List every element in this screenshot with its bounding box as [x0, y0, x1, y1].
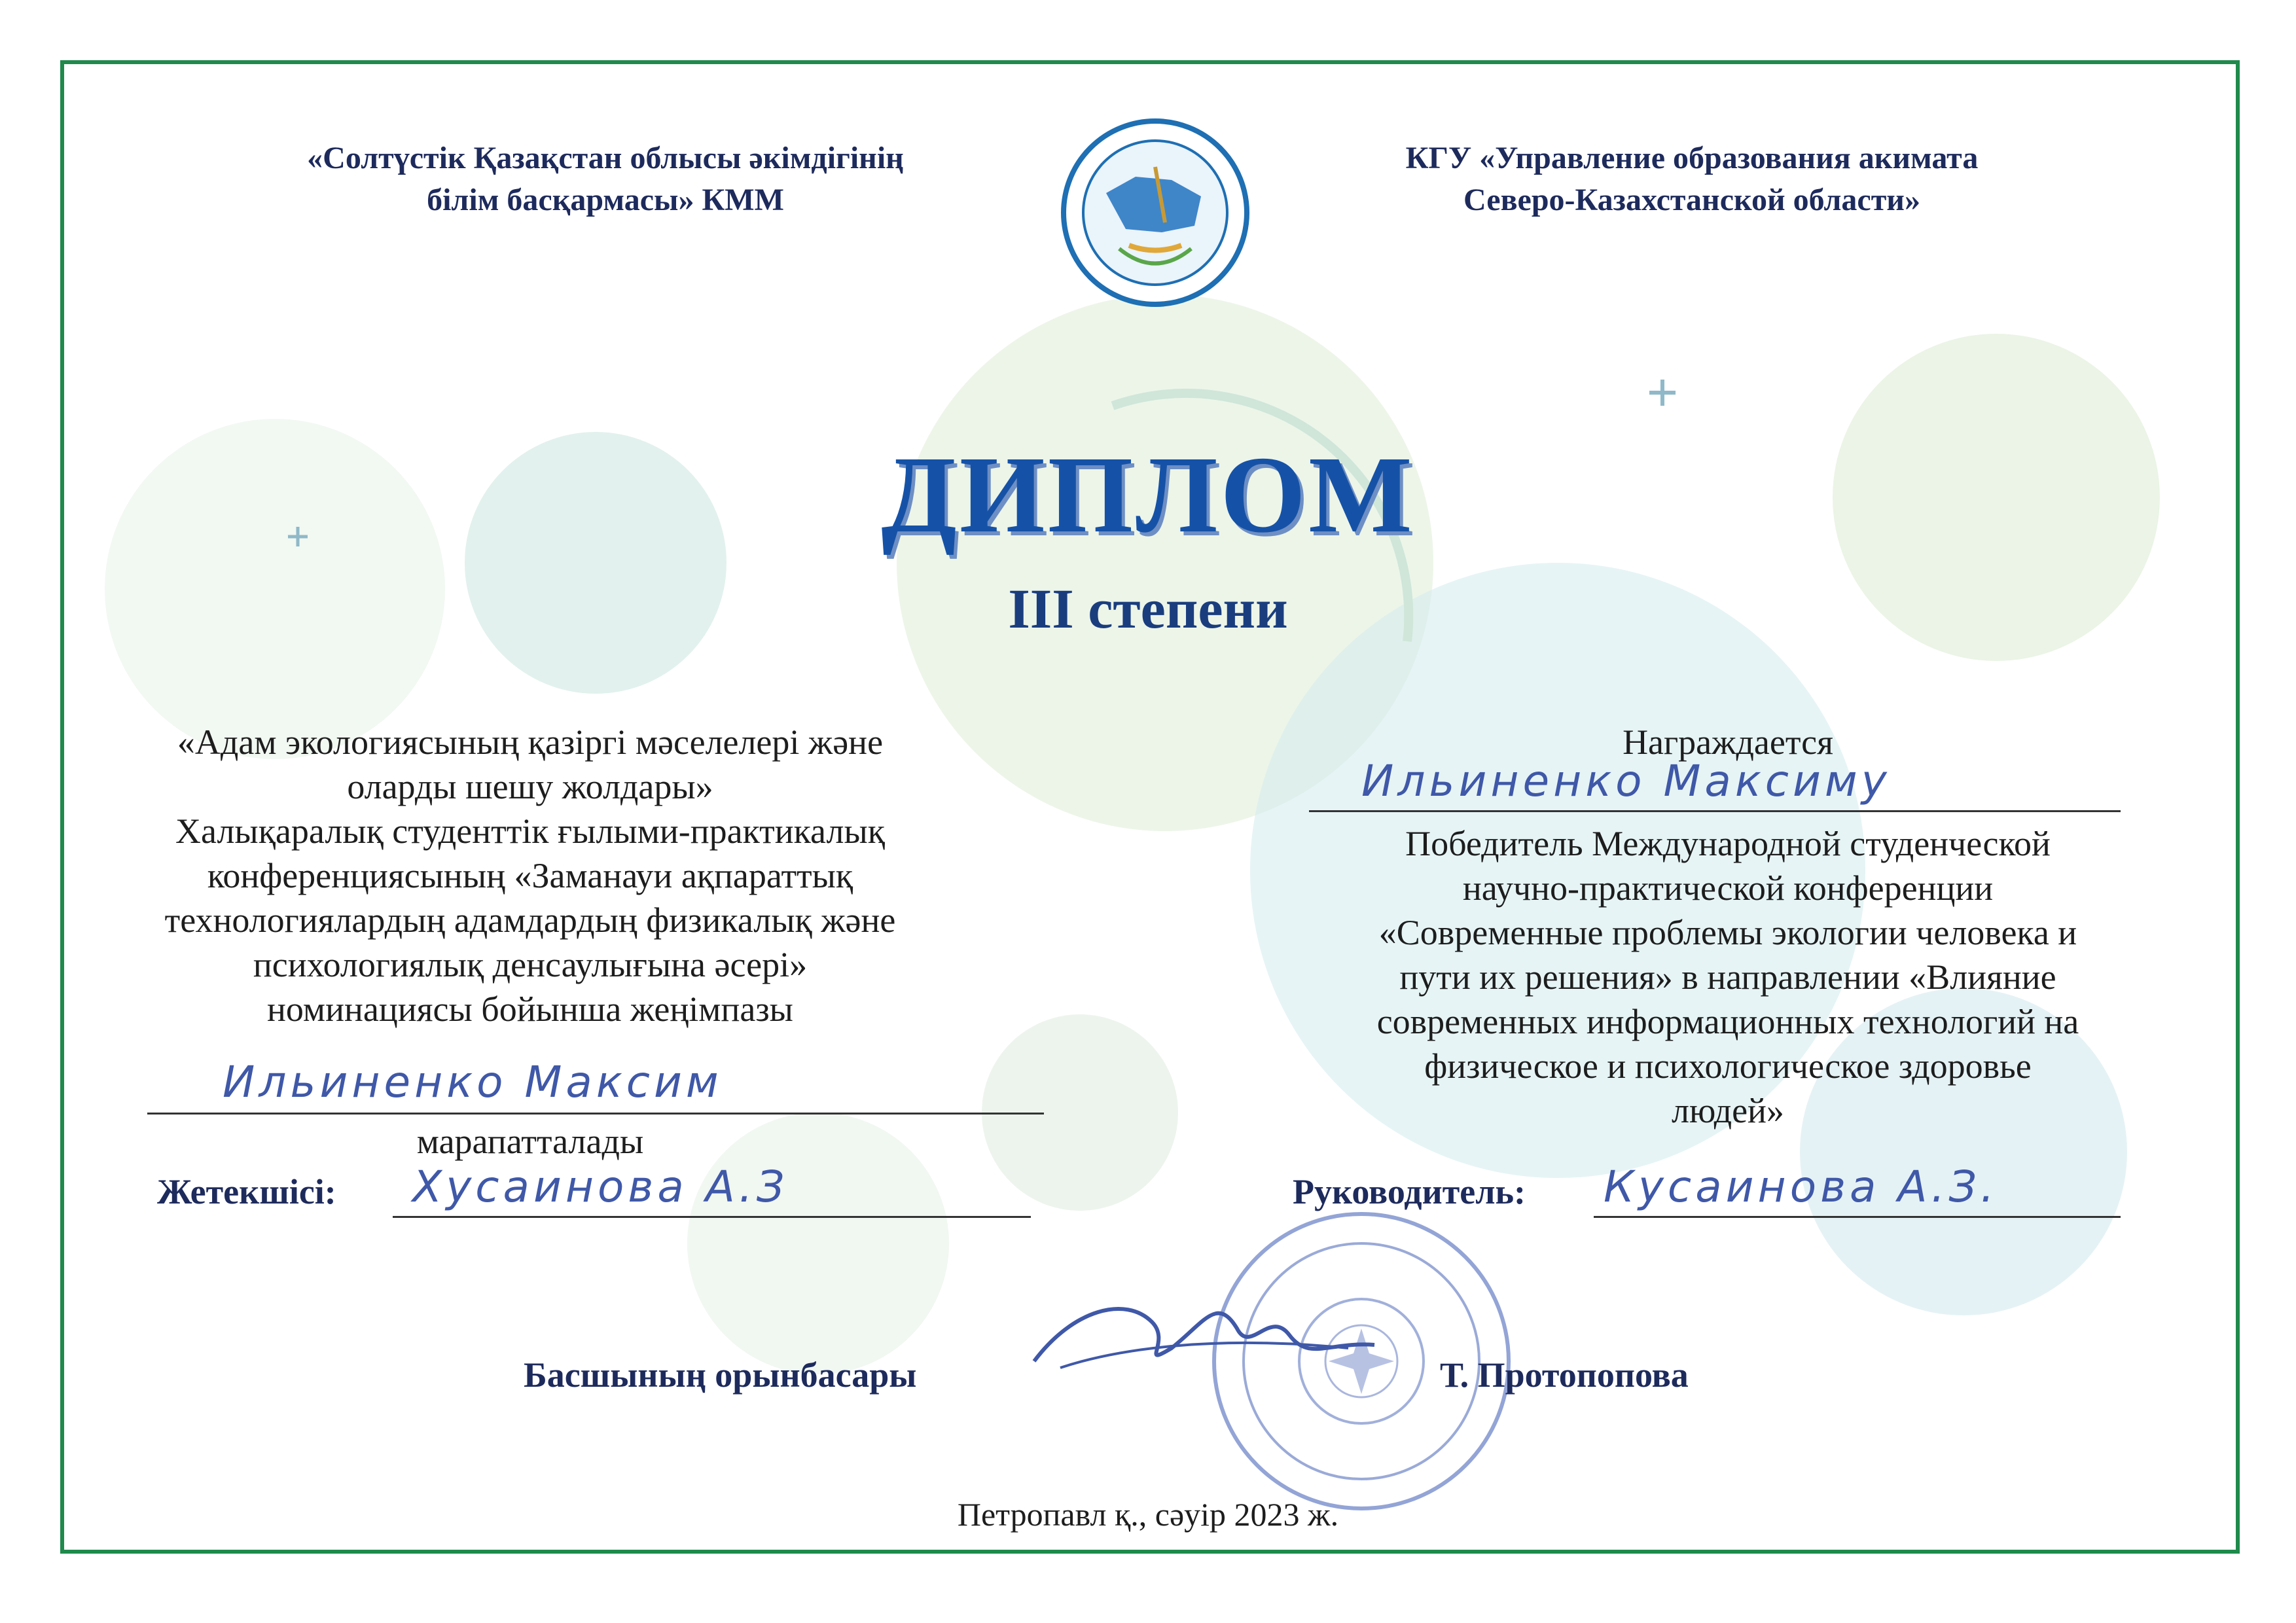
diploma-degree: III степени [1008, 577, 1288, 640]
left-line: номинациясы бойынша жеңімпазы [267, 990, 793, 1029]
place-date: Петропавл қ., сәуір 2023 ж. [957, 1496, 1339, 1533]
header-left-line1: «Солтүстік Қазақстан облысы әкімдігінің [307, 141, 904, 175]
left-awarded: марапатталады [416, 1122, 644, 1161]
left-line: оларды шешу жолдары» [347, 767, 713, 806]
header-right-line1: КГУ «Управление образования акимата [1405, 141, 1979, 175]
left-recipient-line [147, 1113, 1044, 1115]
left-column-text [131, 720, 929, 1031]
left-line: технологиялардың адамдардың физикалық және [164, 901, 896, 940]
right-recipient-handwritten: Ильиненко Максиму [1361, 756, 1891, 806]
header-right-line2: Северо-Казахстанской области» [1463, 183, 1920, 217]
left-line: конференциясының «Заманауи ақпараттық [207, 856, 853, 895]
signature-scribble-icon [1021, 1270, 1388, 1400]
header-left-line2: білім басқармасы» КММ [427, 183, 784, 217]
signature-title: Басшының орынбасары [524, 1355, 917, 1395]
right-awarded: Награждается [1623, 722, 1833, 762]
right-line: современных информационных технологий на [1376, 1002, 2079, 1041]
right-column-text [1270, 821, 2186, 1133]
left-line: психологиялық денсаулығына әсері» [253, 945, 808, 984]
right-line: людей» [1672, 1091, 1784, 1130]
left-supervisor-line [393, 1216, 1031, 1218]
right-line: научно-практической конференции [1462, 868, 1994, 908]
header-left [196, 137, 1014, 221]
right-line: «Современные проблемы экологии человека и [1378, 913, 2077, 952]
right-line: физическое и психологическое здоровье [1424, 1046, 2032, 1086]
right-line: Победитель Международной студенческой [1405, 824, 2051, 863]
left-supervisor-label: Жетекшісі: [157, 1172, 336, 1211]
right-line: пути их решения» в направлении «Влияние [1399, 957, 2056, 997]
education-emblem-icon [1057, 115, 1253, 311]
diploma-title: ДИПЛОМ [881, 434, 1415, 556]
header-right [1316, 137, 2068, 221]
left-line: «Адам экологиясының қазіргі мәселелері және [177, 722, 884, 762]
right-supervisor-line [1594, 1216, 2121, 1218]
left-supervisor-handwritten: Хусаинова А.З [412, 1162, 789, 1212]
right-supervisor-label: Руководитель: [1293, 1172, 1526, 1211]
left-line: Халықаралық студенттік ғылыми-практикалық [175, 812, 885, 851]
right-recipient-line [1309, 810, 2121, 812]
right-supervisor-handwritten: Кусаинова А.З. [1604, 1162, 1998, 1212]
signatory-name: Т. Протопопова [1440, 1355, 1689, 1395]
left-recipient-handwritten: Ильиненко Максим [223, 1057, 723, 1107]
